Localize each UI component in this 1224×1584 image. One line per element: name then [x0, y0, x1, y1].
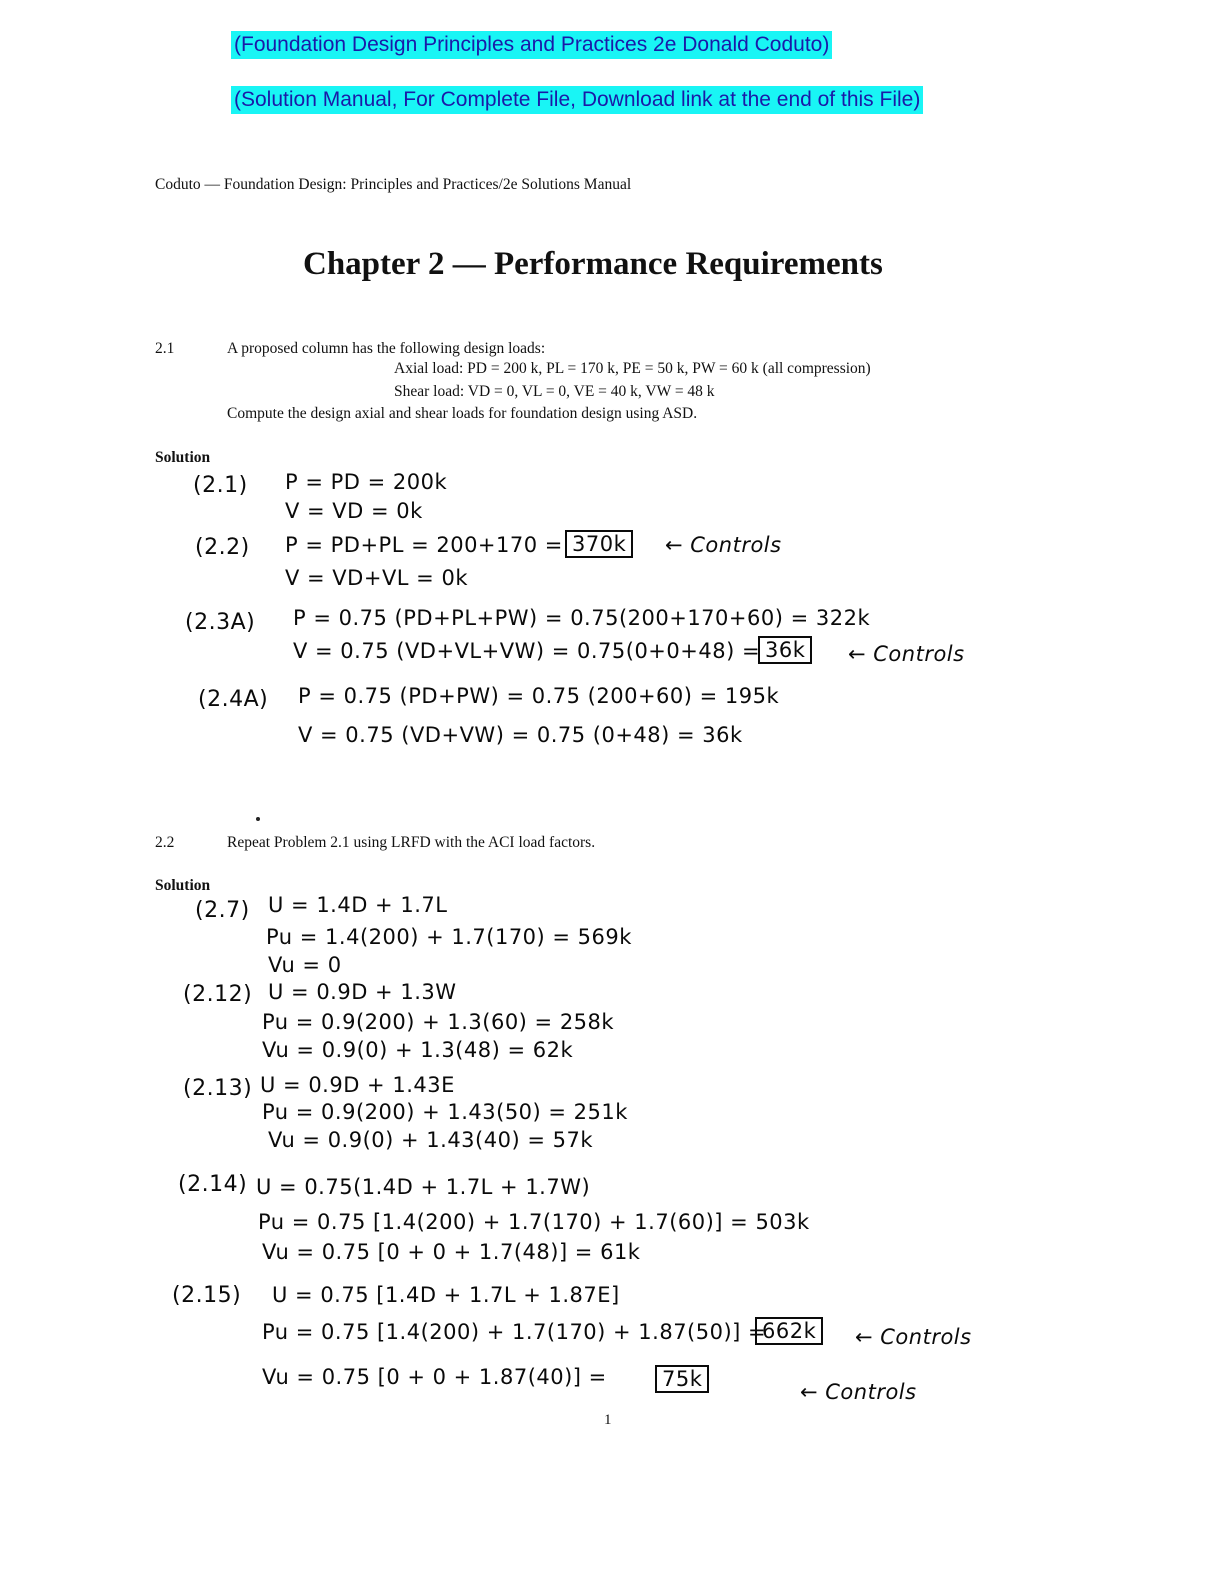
- load-case-label: (2.7): [195, 898, 250, 923]
- load-case-label: (2.4A): [198, 687, 269, 712]
- work-line: Vu = 0: [268, 953, 342, 977]
- problem-task: Compute the design axial and shear loads for foundation design using ASD.: [227, 405, 698, 422]
- controlling-value-box: 36k: [758, 636, 812, 664]
- controls-note: ← Controls: [855, 1325, 972, 1349]
- work-line: U = 0.75 [1.4D + 1.7L + 1.87E]: [272, 1283, 620, 1307]
- stray-dot: [256, 817, 260, 821]
- controlling-value-box: 370k: [565, 530, 633, 558]
- load-case-label: (2.14): [178, 1172, 248, 1197]
- load-case-label: (2.1): [193, 473, 248, 498]
- solution-label: Solution: [155, 877, 211, 894]
- work-line: U = 0.75(1.4D + 1.7L + 1.7W): [256, 1175, 591, 1199]
- load-case-label: (2.3A): [185, 610, 256, 635]
- work-line: Vu = 0.75 [0 + 0 + 1.7(48)] = 61k: [262, 1240, 641, 1264]
- work-line: Pu = 0.9(200) + 1.3(60) = 258k: [262, 1010, 615, 1034]
- work-line: Pu = 0.9(200) + 1.43(50) = 251k: [262, 1100, 628, 1124]
- work-line: P = 0.75 (PD+PL+PW) = 0.75(200+170+60) = 322k: [293, 606, 871, 630]
- problem-number: 2.1: [155, 340, 175, 357]
- running-head: Coduto — Foundation Design: Principles and Practices/2e Solutions Manual: [155, 176, 632, 193]
- work-line: U = 0.9D + 1.3W: [268, 980, 457, 1004]
- work-line: U = 0.9D + 1.43E: [260, 1073, 455, 1097]
- work-line: P = PD = 200k: [285, 470, 448, 494]
- controls-note: ← Controls: [665, 533, 782, 557]
- problem-statement: Repeat Problem 2.1 using LRFD with the ACI load factors.: [227, 834, 596, 851]
- work-line: U = 1.4D + 1.7L: [268, 893, 448, 917]
- page-number: 1: [604, 1412, 612, 1428]
- work-line: Vu = 0.9(0) + 1.3(48) = 62k: [262, 1038, 574, 1062]
- work-line: P = PD+PL = 200+170 =: [285, 533, 563, 557]
- problem-statement: A proposed column has the following design loads:: [227, 340, 546, 357]
- chapter-title: Chapter 2 — Performance Requirements: [303, 246, 883, 282]
- banner-download-note: (Solution Manual, For Complete File, Download link at the end of this File): [231, 86, 923, 114]
- controls-note: ← Controls: [848, 642, 965, 666]
- work-line: V = 0.75 (VD+VW) = 0.75 (0+48) = 36k: [298, 723, 743, 747]
- work-line: Pu = 0.75 [1.4(200) + 1.7(170) + 1.87(50)] =: [262, 1320, 767, 1344]
- load-case-label: (2.12): [183, 982, 253, 1007]
- axial-loads: Axial load: PD = 200 k, PL = 170 k, PE = 50 k, PW = 60 k (all compression): [394, 360, 871, 377]
- problem-number: 2.2: [155, 834, 175, 851]
- load-case-label: (2.13): [183, 1076, 253, 1101]
- work-line: Pu = 1.4(200) + 1.7(170) = 569k: [266, 925, 632, 949]
- work-line: P = 0.75 (PD+PW) = 0.75 (200+60) = 195k: [298, 684, 780, 708]
- work-line: Vu = 0.75 [0 + 0 + 1.87(40)] =: [262, 1365, 607, 1389]
- controlling-value-box: 662k: [755, 1317, 823, 1345]
- work-line: Vu = 0.9(0) + 1.43(40) = 57k: [268, 1128, 593, 1152]
- work-line: V = VD = 0k: [285, 499, 423, 523]
- load-case-label: (2.2): [195, 535, 250, 560]
- load-case-label: (2.15): [172, 1283, 242, 1308]
- work-line: Pu = 0.75 [1.4(200) + 1.7(170) + 1.7(60)] = 503k: [258, 1210, 810, 1234]
- solution-label: Solution: [155, 449, 211, 466]
- shear-loads: Shear load: VD = 0, VL = 0, VE = 40 k, VW = 48 k: [394, 383, 715, 400]
- work-line: V = 0.75 (VD+VL+VW) = 0.75(0+0+48) =: [293, 639, 761, 663]
- controls-note: ← Controls: [800, 1380, 917, 1404]
- controlling-value-box: 75k: [655, 1365, 709, 1393]
- work-line: V = VD+VL = 0k: [285, 566, 468, 590]
- banner-title: (Foundation Design Principles and Practices 2e Donald Coduto): [231, 31, 832, 59]
